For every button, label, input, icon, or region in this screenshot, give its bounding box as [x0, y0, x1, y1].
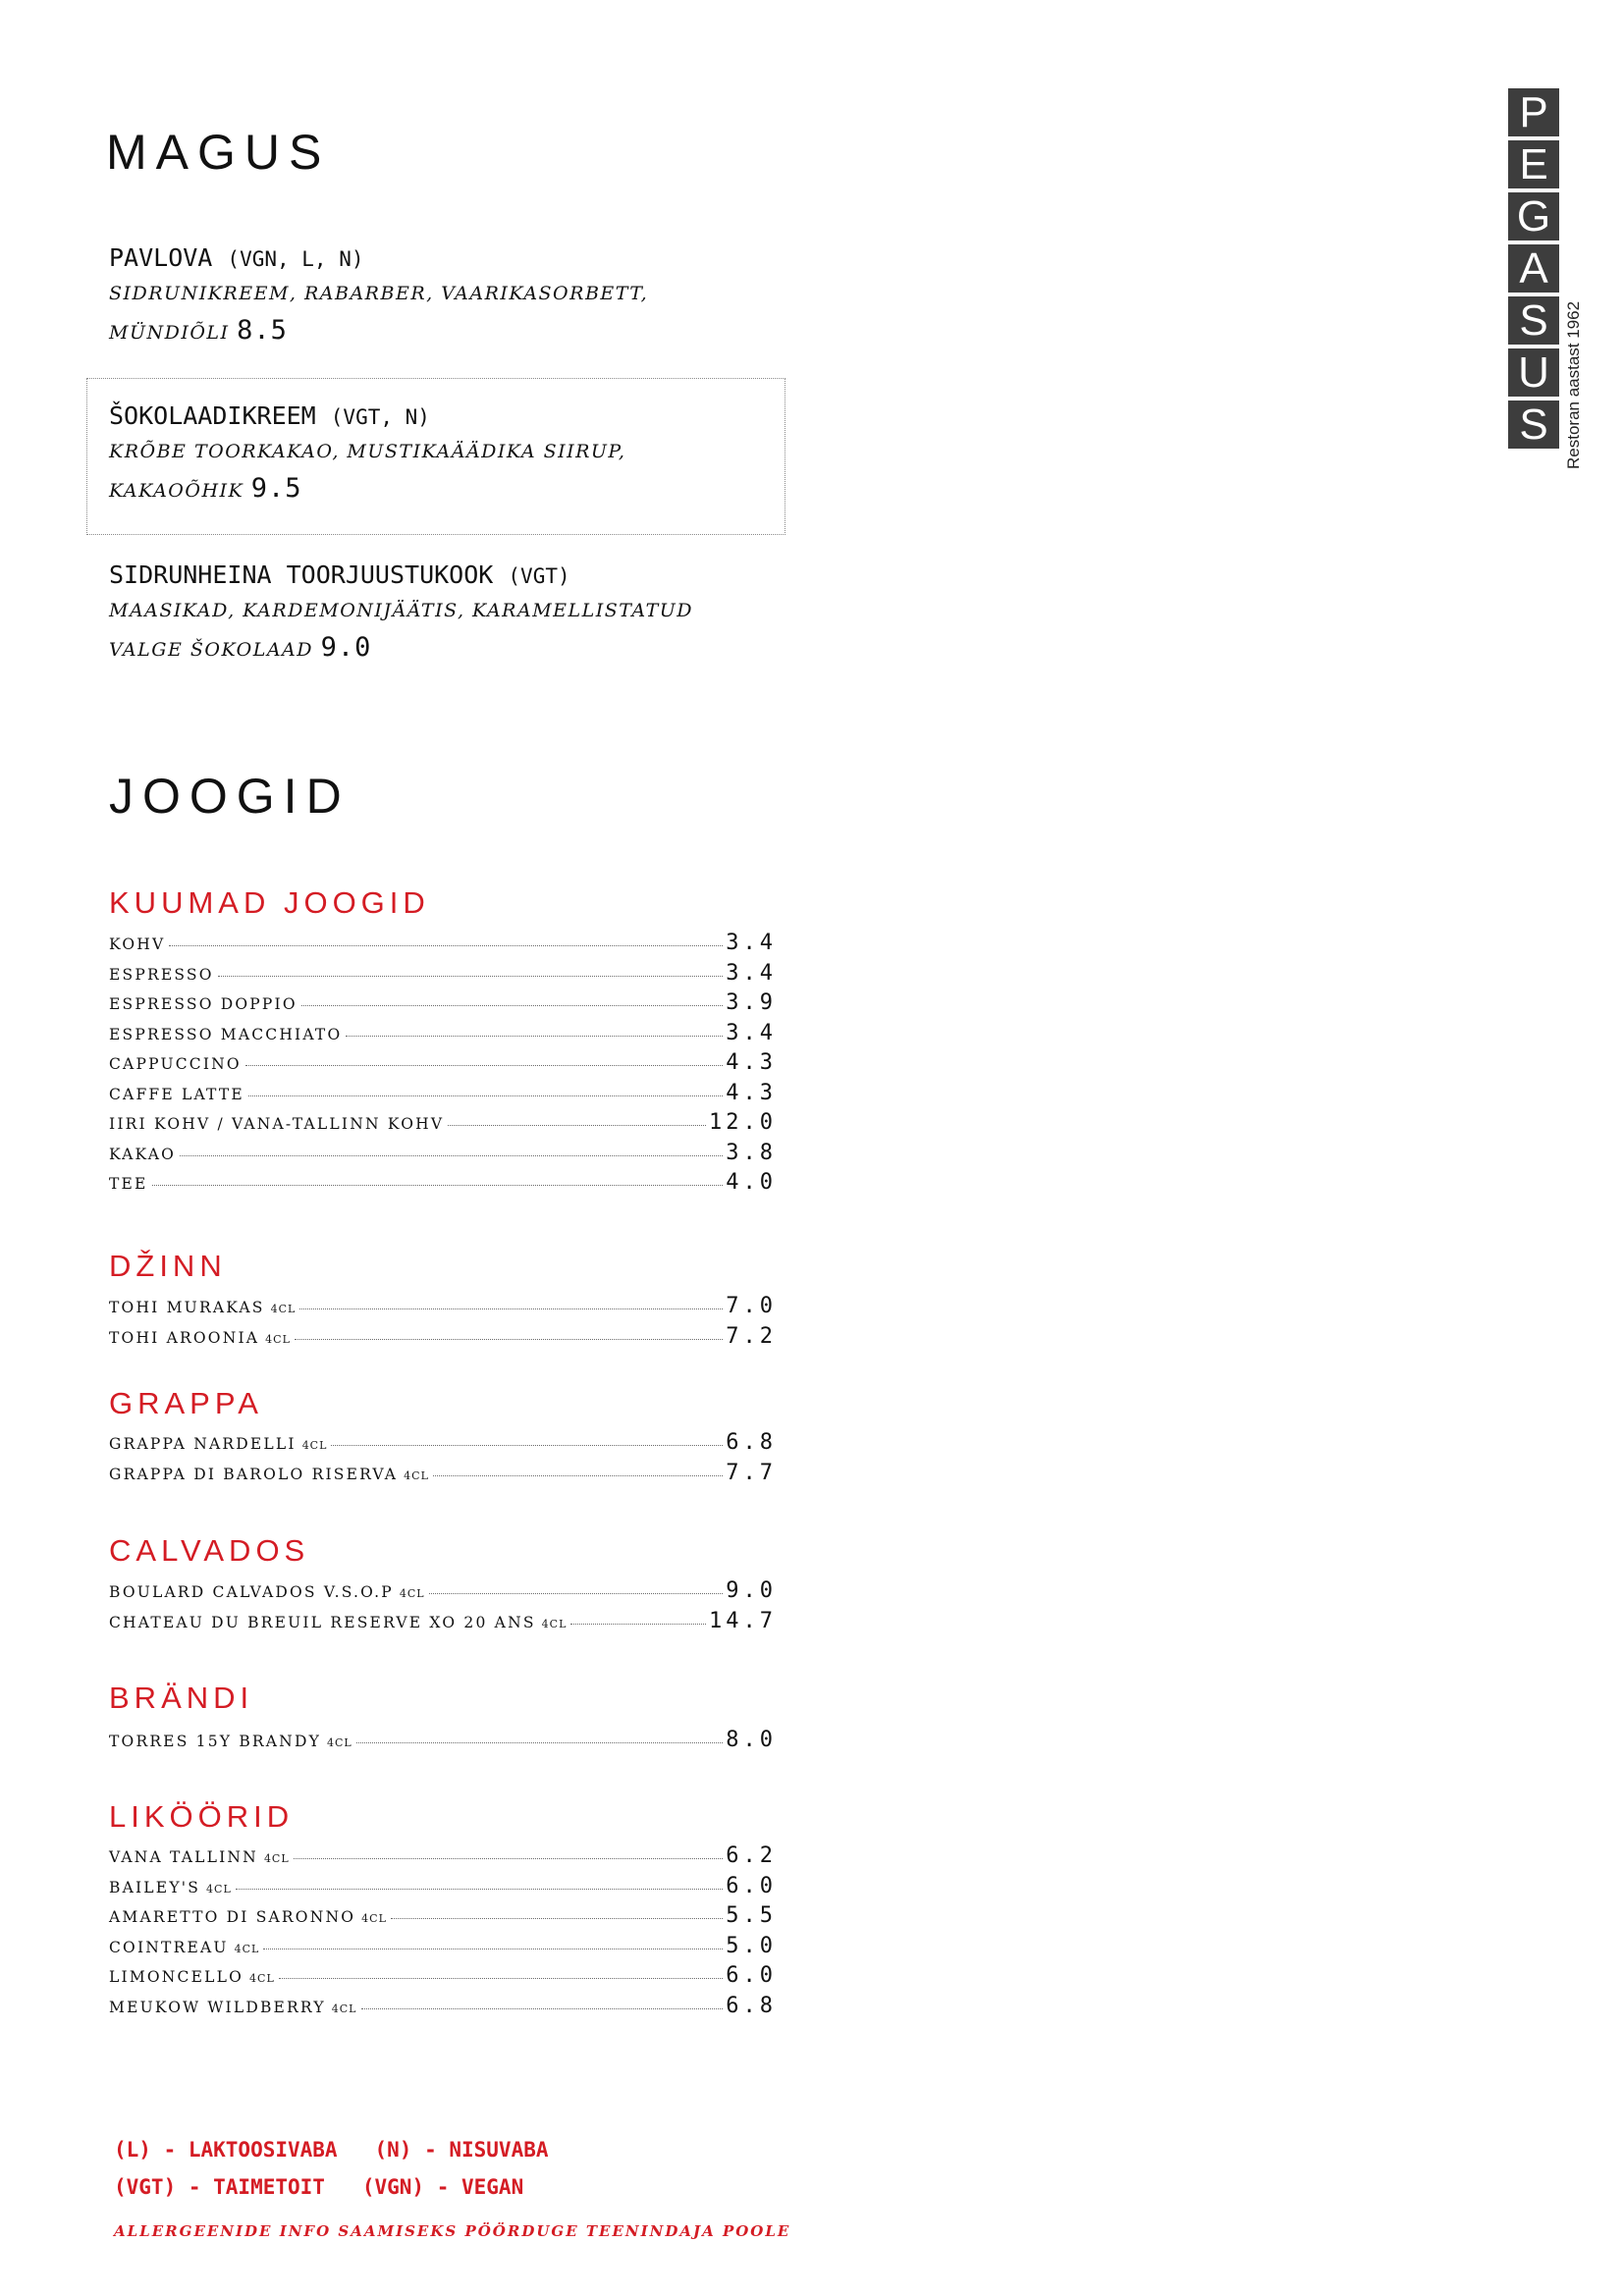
drink-row — [109, 1430, 777, 1461]
drink-row — [109, 1903, 777, 1934]
drink-row — [109, 1994, 777, 2024]
drink-row — [109, 1461, 777, 1491]
dessert-tags: (VGT) — [508, 564, 570, 588]
leader-dots — [236, 1889, 723, 1890]
leader-dots — [180, 1155, 723, 1156]
drink-row — [109, 1294, 777, 1324]
drink-price: 6.0 — [726, 1963, 777, 1988]
dessert-description: VALGE ŠOKOLAAD — [109, 639, 314, 661]
drink-row — [109, 1081, 777, 1111]
drink-row — [109, 1050, 777, 1081]
drink-name: CAPPUCCINO — [109, 1055, 242, 1073]
dessert-description: MÜNDIÕLI — [109, 322, 230, 344]
drink-name: COINTREAU — [109, 1938, 229, 1956]
leader-dots — [245, 1065, 723, 1066]
drink-name: AMARETTO DI SARONNO — [109, 1908, 356, 1926]
dessert-name: SIDRUNHEINA TOORJUUSTUKOOK — [109, 561, 494, 589]
drink-name: BAILEY'S — [109, 1878, 201, 1896]
allergen-legend — [114, 2138, 790, 2240]
drink-name: CHATEAU DU BREUIL RESERVE XO 20 ANS — [109, 1613, 536, 1631]
logo-letter: G — [1508, 192, 1559, 240]
leader-dots — [433, 1475, 723, 1476]
drink-price: 9.0 — [726, 1578, 777, 1603]
drink-unit: 4CL — [234, 1942, 260, 1955]
drink-list — [109, 1728, 777, 1758]
drink-unit: 4CL — [399, 1587, 425, 1600]
drink-row — [109, 1110, 777, 1141]
leader-dots — [152, 1185, 724, 1186]
drink-price: 12.0 — [709, 1110, 777, 1135]
leader-dots — [299, 1308, 723, 1309]
logo-tagline: Restoran aastast 1962 — [1564, 300, 1583, 469]
drink-price: 8.0 — [726, 1728, 777, 1752]
drink-price: 7.7 — [726, 1460, 777, 1485]
drink-unit: 4CL — [404, 1468, 429, 1482]
pegasus-logo — [1508, 88, 1559, 453]
logo-letter: U — [1508, 348, 1559, 397]
drink-row — [109, 1021, 777, 1051]
drink-name: TOHI MURAKAS — [109, 1299, 265, 1316]
drink-price: 6.8 — [726, 1993, 777, 2018]
dessert-price: 8.5 — [237, 315, 288, 346]
drink-name: LIMONCELLO — [109, 1968, 244, 1986]
leader-dots — [429, 1593, 724, 1594]
dessert-item — [109, 241, 836, 351]
drink-row — [109, 1728, 777, 1758]
logo-letter: P — [1508, 88, 1559, 136]
leader-dots — [169, 945, 723, 946]
drink-price: 3.4 — [726, 931, 777, 955]
drink-price: 4.3 — [726, 1050, 777, 1075]
dessert-name: PAVLOVA — [109, 243, 213, 272]
drink-name: CAFFE LATTE — [109, 1085, 244, 1103]
drink-row — [109, 1609, 777, 1639]
drink-row — [109, 990, 777, 1021]
leader-dots — [391, 1918, 723, 1919]
drink-name: ESPRESSO DOPPIO — [109, 995, 298, 1013]
leader-dots — [279, 1978, 723, 1979]
drink-unit: 4CL — [206, 1882, 232, 1896]
drink-list — [109, 1578, 777, 1638]
drink-row — [109, 1874, 777, 1904]
subsection-heading: BRÄNDI — [109, 1681, 254, 1715]
drink-unit: 4CL — [265, 1332, 291, 1346]
drink-name: TORRES 15Y BRANDY — [109, 1733, 322, 1750]
section-heading-magus: MAGUS — [106, 125, 331, 180]
drink-name: GRAPPA DI BAROLO RISERVA — [109, 1465, 399, 1483]
drink-price: 3.8 — [726, 1140, 777, 1165]
drink-list — [109, 931, 777, 1201]
drink-price: 5.5 — [726, 1903, 777, 1928]
dessert-description: KRÕBE TOORKAKAO, MUSTIKAÄÄDIKA SIIRUP, — [109, 441, 626, 462]
drink-price: 14.7 — [709, 1608, 777, 1633]
drink-name: ESPRESSO — [109, 965, 214, 984]
drink-price: 4.0 — [726, 1170, 777, 1195]
dessert-price: 9.5 — [250, 473, 302, 504]
subsection-heading: KUUMAD JOOGID — [109, 885, 430, 920]
dessert-description: KAKAOÕHIK — [109, 480, 244, 502]
drink-unit: 4CL — [327, 1736, 352, 1749]
dessert-tags: (VGT, N) — [330, 405, 430, 429]
drink-row — [109, 961, 777, 991]
drink-unit: 4CL — [263, 1852, 290, 1865]
leader-dots — [570, 1624, 706, 1625]
drink-name: GRAPPA NARDELLI — [109, 1435, 297, 1453]
drink-unit: 4CL — [249, 1972, 275, 1985]
legend-line: (L) - LAKTOOSIVABA (N) - NISUVABA — [114, 2138, 549, 2162]
drink-row — [109, 1963, 777, 1994]
drink-unit: 4CL — [361, 1912, 387, 1925]
leader-dots — [448, 1125, 706, 1126]
drink-row — [109, 931, 777, 961]
drink-unit: 4CL — [541, 1617, 568, 1630]
logo-letter: S — [1508, 296, 1559, 345]
subsection-heading: CALVADOS — [109, 1533, 310, 1568]
drink-list — [109, 1843, 777, 2023]
drink-row — [109, 1578, 777, 1609]
leader-dots — [218, 976, 724, 977]
drink-price: 7.0 — [726, 1294, 777, 1318]
legend-line: (VGT) - TAIMETOIT (VGN) - VEGAN — [114, 2175, 524, 2199]
drink-name: KAKAO — [109, 1145, 176, 1163]
logo-letter: S — [1508, 400, 1559, 449]
dessert-name: ŠOKOLAADIKREEM — [109, 401, 316, 430]
drink-price: 5.0 — [726, 1933, 777, 1958]
drink-name: BOULARD CALVADOS V.S.O.P — [109, 1583, 394, 1601]
drink-price: 3.4 — [726, 960, 777, 986]
leader-dots — [301, 1005, 723, 1006]
drink-name: TOHI AROONIA — [109, 1328, 260, 1347]
drink-price: 6.0 — [726, 1873, 777, 1898]
dessert-item — [109, 559, 836, 668]
drink-row — [109, 1324, 777, 1355]
drink-price: 3.4 — [726, 1020, 777, 1045]
drink-price: 4.3 — [726, 1080, 777, 1105]
logo-letter: E — [1508, 140, 1559, 188]
drink-price: 6.2 — [726, 1843, 777, 1868]
dessert-item — [109, 400, 836, 509]
drink-name: TEE — [109, 1175, 148, 1193]
subsection-heading: LIKÖÖRID — [109, 1799, 295, 1834]
drink-row — [109, 1934, 777, 1964]
drink-price: 3.9 — [726, 990, 777, 1015]
allergen-note: ALLERGEENIDE INFO SAAMISEKS PÖÖRDUGE TEENINDAJA POOLE — [114, 2222, 791, 2240]
leader-dots — [361, 2008, 724, 2009]
section-heading-joogid: JOOGID — [109, 769, 351, 824]
leader-dots — [294, 1858, 724, 1859]
drink-name: KOHV — [109, 935, 166, 953]
drink-row — [109, 1170, 777, 1201]
leader-dots — [248, 1095, 723, 1096]
dessert-description: SIDRUNIKREEM, RABARBER, VAARIKASORBETT, — [109, 283, 649, 304]
subsection-heading: GRAPPA — [109, 1386, 263, 1420]
subsection-heading: DŽINN — [109, 1249, 227, 1283]
drink-name: IIRI KOHV / VANA-TALLINN KOHV — [109, 1115, 445, 1133]
drink-list — [109, 1294, 777, 1354]
drink-name: ESPRESSO MACCHIATO — [109, 1025, 343, 1043]
drink-row — [109, 1141, 777, 1171]
leader-dots — [346, 1036, 723, 1037]
drink-name: MEUKOW WILDBERRY — [109, 1998, 326, 2016]
logo-letter: A — [1508, 244, 1559, 293]
dessert-tags: (VGN, L, N) — [227, 247, 364, 271]
drink-unit: 4CL — [301, 1439, 328, 1452]
drink-price: 6.8 — [726, 1430, 777, 1455]
drink-unit: 4CL — [270, 1303, 297, 1315]
drink-price: 7.2 — [726, 1323, 777, 1349]
leader-dots — [331, 1445, 723, 1446]
drink-list — [109, 1430, 777, 1490]
dessert-description: MAASIKAD, KARDEMONIJÄÄTIS, KARAMELLISTATUD — [109, 600, 694, 621]
dessert-price: 9.0 — [320, 632, 372, 663]
drink-name: VANA TALLINN — [109, 1848, 258, 1866]
drink-unit: 4CL — [331, 2002, 357, 2015]
drink-row — [109, 1843, 777, 1874]
leader-dots — [295, 1339, 723, 1340]
leader-dots — [356, 1742, 724, 1743]
